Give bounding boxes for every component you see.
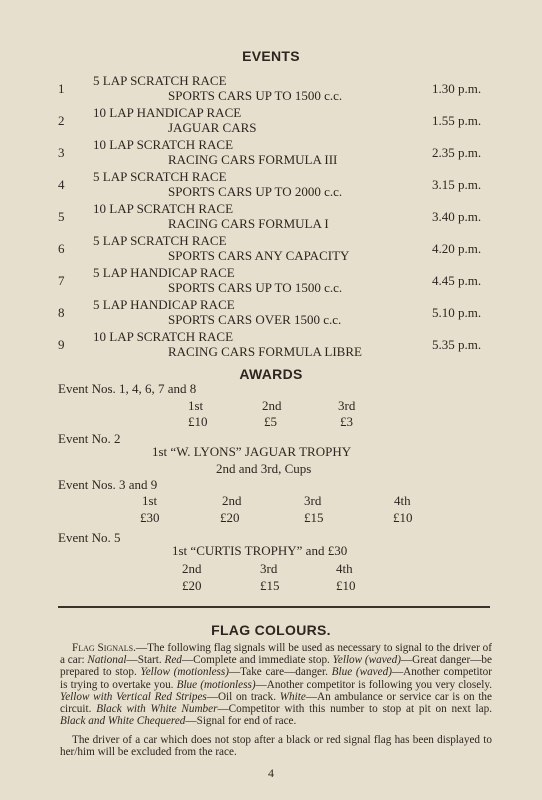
award-cups-line: 2nd and 3rd, Cups (216, 461, 312, 476)
flag-signals-lead: Flag Signals. (72, 642, 136, 654)
award-prize: £20 (220, 510, 240, 525)
award-prize: £10 (336, 578, 356, 593)
event-class: RACING CARS FORMULA LIBRE (168, 344, 362, 359)
event-class: SPORTS CARS ANY CAPACITY (168, 248, 350, 263)
flag-name: Blue (motionless) (176, 678, 256, 691)
award-prize: £30 (140, 510, 160, 525)
text-run: —The following flag signals will be used as necessary to signal to the driver of a car: (60, 642, 492, 667)
award-group-label: Event Nos. 1, 4, 6, 7 and 8 (58, 381, 197, 396)
event-title: 10 LAP SCRATCH RACE (93, 137, 234, 152)
exclusion-paragraph: The driver of a car which does not stop after a black or red signal flag has been displayed to her/him will be excluded from the race. (60, 734, 492, 759)
award-group-label: Event No. 2 (58, 431, 121, 446)
flag-colours-heading: FLAG COLOURS. (211, 622, 331, 638)
event-time: 5.35 p.m. (432, 337, 482, 352)
award-group-label: Event Nos. 3 and 9 (58, 477, 158, 492)
award-prize: £10 (393, 510, 413, 525)
event-row (0, 105, 542, 137)
event-time: 3.15 p.m. (432, 177, 482, 192)
event-number: 2 (58, 113, 65, 128)
event-row (0, 233, 542, 265)
event-row (0, 297, 542, 329)
flag-name: Yellow with Vertical Red Stripes (60, 690, 207, 703)
event-time: 3.40 p.m. (432, 209, 482, 224)
event-row (0, 73, 542, 105)
event-time: 1.55 p.m. (432, 113, 482, 128)
event-row (0, 201, 542, 233)
award-prize: £20 (182, 578, 202, 593)
flag-name: White (279, 690, 306, 703)
text-run: —Signal for end of race. (185, 715, 297, 728)
award-place: 3rd (260, 561, 278, 576)
awards-heading: AWARDS (239, 366, 303, 382)
event-title: 10 LAP SCRATCH RACE (93, 201, 234, 216)
award-group-label: Event No. 5 (58, 530, 121, 545)
event-time: 5.10 p.m. (432, 305, 482, 320)
award-place: 4th (336, 561, 353, 576)
event-row (0, 169, 542, 201)
event-class: RACING CARS FORMULA III (168, 152, 338, 167)
award-trophy-line: 1st “CURTIS TROPHY” and £30 (172, 543, 348, 558)
award-trophy-line: 1st “W. LYONS” JAGUAR TROPHY (152, 444, 352, 459)
text-run: —An ambulance or service car is on the circuit. (60, 690, 492, 716)
event-row (0, 329, 542, 361)
award-place: 2nd (182, 561, 202, 576)
events-heading: EVENTS (242, 48, 300, 64)
event-time: 4.20 p.m. (432, 241, 482, 256)
event-title: 5 LAP HANDICAP RACE (93, 297, 235, 312)
event-number: 4 (58, 177, 65, 192)
event-time: 1.30 p.m. (432, 81, 482, 96)
page-number: 4 (268, 766, 274, 780)
text-run: —Take care—danger. (228, 666, 332, 679)
event-number: 1 (58, 81, 65, 96)
event-title: 10 LAP HANDICAP RACE (93, 105, 242, 120)
section-divider (58, 606, 490, 608)
flag-name: Yellow (motionless) (140, 666, 229, 679)
event-row (0, 137, 542, 169)
event-class: SPORTS CARS OVER 1500 c.c. (168, 312, 342, 327)
award-place: 3rd (338, 398, 356, 413)
flag-name: Black and White Chequered (60, 715, 186, 728)
award-place: 1st (142, 493, 158, 508)
event-title: 5 LAP SCRATCH RACE (93, 169, 227, 184)
event-class: SPORTS CARS UP TO 2000 c.c. (168, 184, 343, 199)
award-prize: £15 (260, 578, 280, 593)
event-number: 7 (58, 273, 65, 288)
text-run: —Great danger—be prepared to stop. (60, 654, 492, 679)
event-class: SPORTS CARS UP TO 1500 c.c. (168, 88, 343, 103)
award-prize: £3 (340, 414, 353, 429)
award-place: 3rd (304, 493, 322, 508)
text-run: —Competitor with this number to stop at pit on next lap. (217, 703, 493, 716)
flag-signals-paragraph (60, 642, 492, 727)
event-number: 3 (58, 145, 65, 160)
event-title: 5 LAP SCRATCH RACE (93, 233, 227, 248)
flag-name: Black with White Number (96, 703, 218, 716)
text-run: —Oil on track. (206, 690, 280, 703)
event-title: 5 LAP HANDICAP RACE (93, 265, 235, 280)
award-prize: £10 (188, 414, 208, 429)
event-class: RACING CARS FORMULA I (168, 216, 329, 231)
text-run: —Another competitor is trying to overtake you. (60, 666, 492, 691)
event-title: 5 LAP SCRATCH RACE (93, 73, 227, 88)
event-number: 6 (58, 241, 65, 256)
text-run: —Complete and immediate stop. (181, 654, 333, 667)
event-number: 9 (58, 337, 65, 352)
flag-name: National (87, 654, 127, 667)
event-time: 2.35 p.m. (432, 145, 482, 160)
award-place: 2nd (262, 398, 282, 413)
event-class: JAGUAR CARS (168, 120, 257, 135)
award-place: 4th (394, 493, 411, 508)
text-run: —Start. (126, 654, 165, 667)
event-time: 4.45 p.m. (432, 273, 482, 288)
event-class: SPORTS CARS UP TO 1500 c.c. (168, 280, 343, 295)
text-run: —Another competitor is following you very closely. (255, 678, 492, 691)
award-prize: £5 (264, 414, 277, 429)
event-title: 10 LAP SCRATCH RACE (93, 329, 234, 344)
award-place: 1st (188, 398, 204, 413)
award-place: 2nd (222, 493, 242, 508)
award-prize: £15 (304, 510, 324, 525)
event-number: 5 (58, 209, 65, 224)
event-row (0, 265, 542, 297)
flag-name: Red (164, 654, 182, 667)
event-number: 8 (58, 305, 65, 320)
flag-name: Blue (waved) (331, 666, 392, 679)
flag-name: Yellow (waved) (332, 654, 401, 667)
